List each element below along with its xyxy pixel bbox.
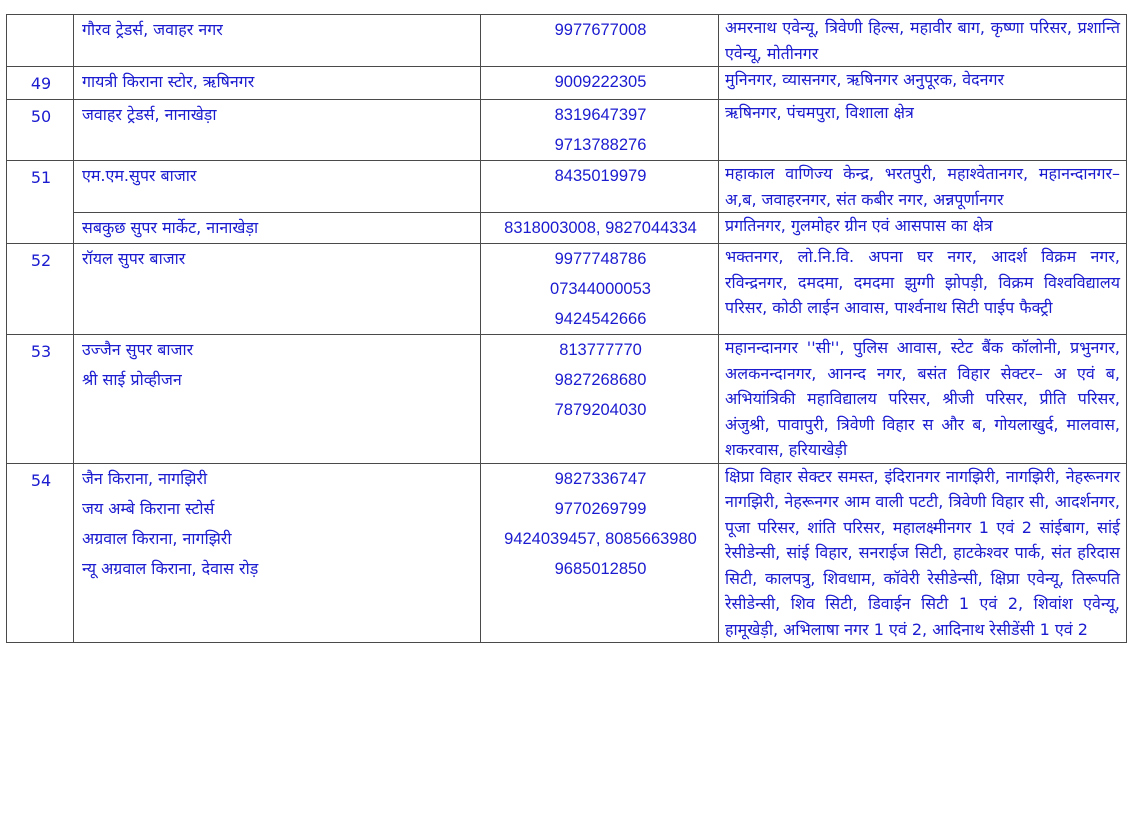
- area-cell: महानन्दानगर ''सी'', पुलिस आवास, स्टेट बैंक कॉलोनी, प्रभुनगर, अलकनन्दानगर, आनन्द नगर, बसंत विहार सेक्टर– अ एवं ब, अभियांत्रिकी महाविद्यालय परिसर, श्रीजी परिसर, प्रीति परिसर, अंजुश्री, पावापुरी, त्रिवेणी विहार स और ब, गोयलाखुर्द, मालवास, शकरवास, हरियाखेड़ी: [719, 335, 1127, 464]
- area-cell: प्रगतिनगर, गुलमोहर ग्रीन एवं आसपास का क्षेत्र: [719, 213, 1127, 244]
- serial-number: 52: [7, 244, 74, 335]
- phone-number: 8319647397: [554, 106, 647, 124]
- area-cell: महाकाल वाणिज्य केन्द्र, भरतपुरी, महाश्वेतानगर, महानन्दानगर–अ,ब, जवाहरनगर, संत कबीर नगर, अन्नपूर्णानगर: [719, 161, 1127, 213]
- shop-name: गौरव ट्रेडर्स, जवाहर नगर: [82, 20, 223, 39]
- shop-name: जैन किराना, नागझिरी: [82, 468, 208, 488]
- phone-cell: [481, 213, 719, 244]
- shop-name: श्री साई प्रोव्हीजन: [82, 370, 182, 389]
- shop-name-cell: [74, 213, 481, 244]
- phone-number: 07344000053: [550, 280, 651, 298]
- serial-number: [7, 15, 74, 67]
- shop-name-cell: [74, 100, 481, 161]
- serial-number: 51: [7, 161, 74, 244]
- shop-name: एम.एम.सुपर बाजार: [82, 166, 197, 185]
- shop-name: उज्जैन सुपर बाजार: [82, 340, 194, 359]
- area-cell: मुनिनगर, व्यासनगर, ऋषिनगर अनुपूरक, वेदनगर: [719, 67, 1127, 100]
- shop-name-cell: [74, 335, 481, 464]
- shop-name-cell: [74, 15, 481, 67]
- phone-number: 8435019979: [554, 167, 647, 185]
- phone-cell: [481, 161, 719, 213]
- table-row: [7, 463, 1127, 643]
- phone-number: 9977748786: [554, 250, 647, 268]
- shop-name: सबकुछ सुपर मार्केट, नानाखेड़ा: [82, 218, 259, 237]
- phone-cell: [481, 244, 719, 335]
- shop-name: गायत्री किराना स्टोर, ऋषिनगर: [82, 72, 255, 91]
- shop-name: रॉयल सुपर बाजार: [82, 249, 186, 268]
- phone-cell: [481, 15, 719, 67]
- shop-area-table: [6, 14, 1127, 643]
- phone-cell: [481, 100, 719, 161]
- serial-number: 49: [7, 67, 74, 100]
- phone-number: 813777770: [559, 341, 642, 359]
- phone-number: 9977677008: [554, 21, 647, 39]
- shop-name: अग्रवाल किराना, नागझिरी: [82, 528, 232, 548]
- serial-number: 54: [7, 463, 74, 643]
- table-row: [7, 67, 1127, 100]
- phone-number: 9827268680: [554, 371, 647, 389]
- table-row: [7, 244, 1127, 335]
- shop-name-cell: [74, 463, 481, 643]
- shop-name: जवाहर ट्रेडर्स, नानाखेड़ा: [82, 105, 217, 124]
- table-row: [7, 100, 1127, 161]
- phone-number: 9424542666: [554, 310, 647, 328]
- phone-cell: [481, 463, 719, 643]
- shop-name: जय अम्बे किराना स्टोर्स: [82, 498, 215, 518]
- area-cell: अमरनाथ एवेन्यू, त्रिवेणी हिल्स, महावीर बाग, कृष्णा परिसर, प्रशान्ति एवेन्यू, मोतीनगर: [719, 15, 1127, 67]
- phone-number: 9713788276: [554, 136, 647, 154]
- phone-cell: [481, 335, 719, 464]
- phone-number: 9009222305: [554, 73, 647, 91]
- phone-number: 9770269799: [554, 499, 647, 518]
- shop-name-cell: [74, 161, 481, 213]
- phone-number: 9424039457, 8085663980: [504, 529, 697, 548]
- phone-number: 8318003008, 9827044334: [504, 219, 697, 237]
- shop-name: न्यू अग्रवाल किराना, देवास रोड़: [82, 558, 259, 578]
- table-row: [7, 213, 1127, 244]
- area-cell: क्षिप्रा विहार सेक्टर समस्त, इंदिरानगर नागझिरी, नागझिरी, नेहरूनगर नागझिरी, नेहरूनगर आम वाली पटटी, त्रिवेणी विहार सी, आदर्शनगर, पूजा परिसर, शांति परिसर, महालक्ष्मीनगर 1 एवं 2 सांईबाग, सांई रेसीडेन्सी, सांई विहार, सनराईज सिटी, हाटकेश्वर पार्क, संत हरिदास सिटी, कालपत्रु, शिवधाम, कॉवेरी रेसीडेन्सी, क्षिप्रा एवेन्यू, तिरूपति रेसीडेन्सी, शिव सिटी, डिवाईन सिटी 1 एवं 2, शिवांश एवेन्यू, हामूखेड़ी, अभिलाषा नगर 1 एवं 2, आदिनाथ रेसीडेंसी 1 एवं 2: [719, 463, 1127, 643]
- serial-number: 50: [7, 100, 74, 161]
- shop-name-cell: [74, 67, 481, 100]
- phone-cell: [481, 67, 719, 100]
- area-cell: भक्तनगर, लो.नि.वि. अपना घर नगर, आदर्श विक्रम नगर, रविन्द्रनगर, दमदमा, दमदमा झुग्गी झोपड़ी, विक्रम विश्वविद्यालय परिसर, कोठी लाईन आवास, पार्श्वनाथ सिटी पाईप फैक्ट्री: [719, 244, 1127, 335]
- serial-number: 53: [7, 335, 74, 464]
- table-row: [7, 15, 1127, 67]
- table-row: [7, 161, 1127, 213]
- phone-number: 7879204030: [554, 401, 647, 419]
- area-cell: ऋषिनगर, पंचमपुरा, विशाला क्षेत्र: [719, 100, 1127, 161]
- table-row: [7, 335, 1127, 464]
- document-page: [6, 14, 1126, 643]
- shop-name-cell: [74, 244, 481, 335]
- phone-number: 9827336747: [554, 469, 647, 488]
- phone-number: 9685012850: [554, 559, 647, 578]
